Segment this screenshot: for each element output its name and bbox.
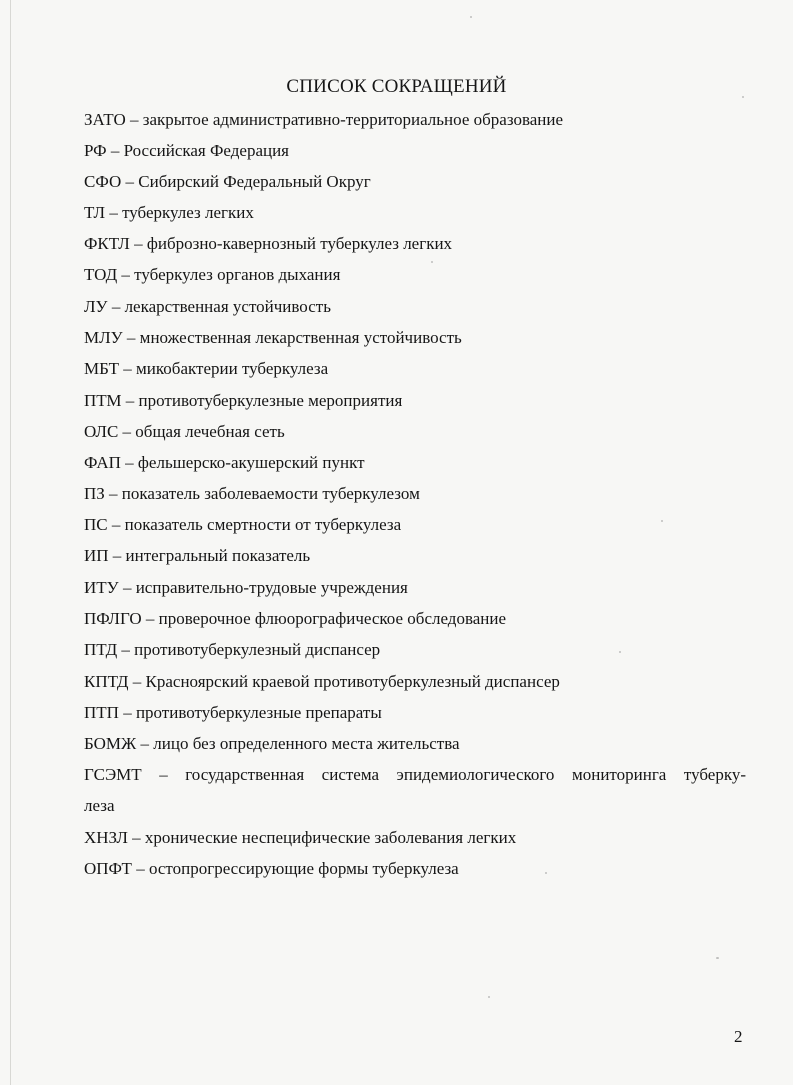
- abbreviation-entry: ФКТЛ – фиброзно-кавернозный туберкулез легких: [84, 234, 453, 253]
- abbreviation-entry: ТЛ – туберкулез легких: [84, 203, 254, 222]
- abbreviation-entry: МЛУ – множественная лекарственная устойчивость: [84, 328, 462, 347]
- abbreviation-entry: ЗАТО – закрытое административно-территориальное образование: [84, 110, 564, 129]
- scan-speck: [742, 96, 744, 98]
- abbreviation-entry: ПТП – противотуберкулезные препараты: [84, 703, 382, 722]
- abbreviation-entry: ИП – интегральный показатель: [84, 546, 311, 565]
- abbreviation-entry: ТОД – туберкулез органов дыхания: [84, 265, 341, 284]
- page-number: 2: [734, 1027, 743, 1046]
- scan-edge-line: [10, 0, 11, 1085]
- abbreviation-entry: ОЛС – общая лечебная сеть: [84, 422, 285, 441]
- abbreviation-entry: ПЗ – показатель заболеваемости туберкулезом: [84, 484, 420, 503]
- scan-speck: [661, 520, 663, 522]
- abbreviation-entry: СФО – Сибирский Федеральный Округ: [84, 172, 371, 191]
- scan-speck: [619, 651, 621, 653]
- abbreviation-entry: БОМЖ – лицо без определенного места жительства: [84, 734, 460, 753]
- abbreviation-entry: КПТД – Красноярский краевой противотуберкулезный диспансер: [84, 672, 560, 691]
- page-title: СПИСОК СОКРАЩЕНИЙ: [286, 76, 507, 97]
- scan-speck: [470, 16, 472, 18]
- abbreviation-entry: МБТ – микобактерии туберкулеза: [84, 359, 329, 378]
- abbreviation-entry: ПТД – противотуберкулезный диспансер: [84, 640, 381, 659]
- abbreviation-entry: ПС – показатель смертности от туберкулеза: [84, 515, 402, 534]
- abbreviation-entry: ИТУ – исправительно-трудовые учреждения: [84, 578, 408, 597]
- abbreviation-entry: ХНЗЛ – хронические неспецифические заболевания легких: [84, 828, 517, 847]
- abbreviation-entry: РФ – Российская Федерация: [84, 141, 290, 160]
- abbreviation-entry-continuation: леза: [84, 796, 115, 815]
- abbreviation-entry: ФАП – фельшерско-акушерский пункт: [84, 453, 365, 472]
- scan-speck: [545, 872, 547, 874]
- abbreviation-entry: ПФЛГО – проверочное флюорографическое обследование: [84, 609, 507, 628]
- scan-speck: [716, 957, 719, 959]
- scan-speck: [431, 261, 433, 263]
- abbreviation-entry: ПТМ – противотуберкулезные мероприятия: [84, 391, 403, 410]
- abbreviation-entry: ОПФТ – остопрогрессирующие формы туберкулеза: [84, 859, 459, 878]
- scan-speck: [488, 996, 490, 998]
- abbreviation-entry: ГСЭМТ – государственная система эпидемиологического мониторинга туберку-: [84, 765, 746, 784]
- abbreviation-entry: ЛУ – лекарственная устойчивость: [84, 297, 331, 316]
